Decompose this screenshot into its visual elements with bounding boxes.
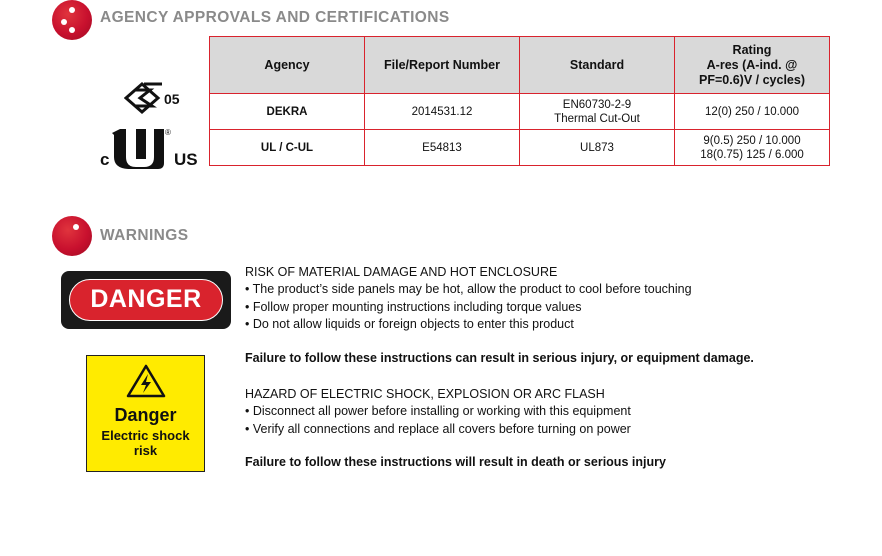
shock-sign-line: risk [133, 443, 158, 458]
section-bullet-icon [52, 0, 92, 40]
warning-bullet: • Disconnect all power before installing or working with this equipment [245, 404, 631, 419]
warning-bullet: • Verify all connections and replace all covers before turning on power [245, 421, 631, 436]
warning-block-2 [245, 386, 631, 438]
col-file-number: File/Report Number [365, 37, 520, 94]
danger-sign [61, 271, 231, 329]
svg-text:c: c [100, 150, 110, 169]
svg-text:05: 05 [164, 91, 180, 107]
warning-bullet: • Follow proper mounting instructions including torque values [245, 299, 582, 314]
ck-mark-logo [124, 80, 190, 121]
high-voltage-warning-icon [87, 364, 204, 403]
failure-notice: Failure to follow these instructions will result in death or serious injury [245, 455, 666, 469]
shock-sign-line: Electric shock [101, 428, 190, 443]
cell-standard: EN60730-2-9 Thermal Cut-Out [520, 94, 675, 130]
cell-file: 2014531.12 [365, 94, 520, 130]
col-standard: Standard [520, 37, 675, 94]
svg-text:®: ® [165, 128, 171, 137]
svg-text:US: US [174, 150, 198, 169]
warning-bullet: • The product’s side panels may be hot, allow the product to cool before touching [245, 282, 692, 297]
cell-agency: UL / C-UL [210, 130, 365, 166]
col-rating: Rating A-res (A-ind. @ PF=0.6)V / cycles) [675, 37, 830, 94]
warning-bullet: • Do not allow liquids or foreign objects to enter this product [245, 316, 574, 331]
cell-standard: UL873 [520, 130, 675, 166]
table-row [210, 94, 830, 130]
electric-shock-sign [86, 355, 205, 472]
warnings-header [52, 216, 188, 256]
warning-block-1 [245, 264, 692, 333]
certification-table [209, 36, 830, 166]
cell-file: E54813 [365, 130, 520, 166]
section-title: WARNINGS [100, 227, 189, 244]
warning-heading: HAZARD OF ELECTRIC SHOCK, EXPLOSION OR ARC FLASH [245, 387, 605, 401]
table-header-row [210, 37, 830, 94]
cell-agency: DEKRA [210, 94, 365, 130]
cell-rating: 12(0) 250 / 10.000 [675, 94, 830, 130]
col-agency: Agency [210, 37, 365, 94]
ul-mark-logo [100, 127, 202, 176]
failure-notice: Failure to follow these instructions can result in serious injury, or equipment damage. [245, 351, 754, 365]
table-row [210, 130, 830, 166]
cell-rating: 9(0.5) 250 / 10.000 18(0.75) 125 / 6.000 [675, 130, 830, 166]
danger-label: DANGER [69, 279, 223, 321]
approvals-header [52, 0, 450, 40]
section-bullet-icon [52, 216, 92, 256]
warning-heading: RISK OF MATERIAL DAMAGE AND HOT ENCLOSURE [245, 265, 558, 279]
shock-sign-title: Danger [114, 405, 177, 425]
section-title: AGENCY APPROVALS AND CERTIFICATIONS [100, 9, 450, 26]
